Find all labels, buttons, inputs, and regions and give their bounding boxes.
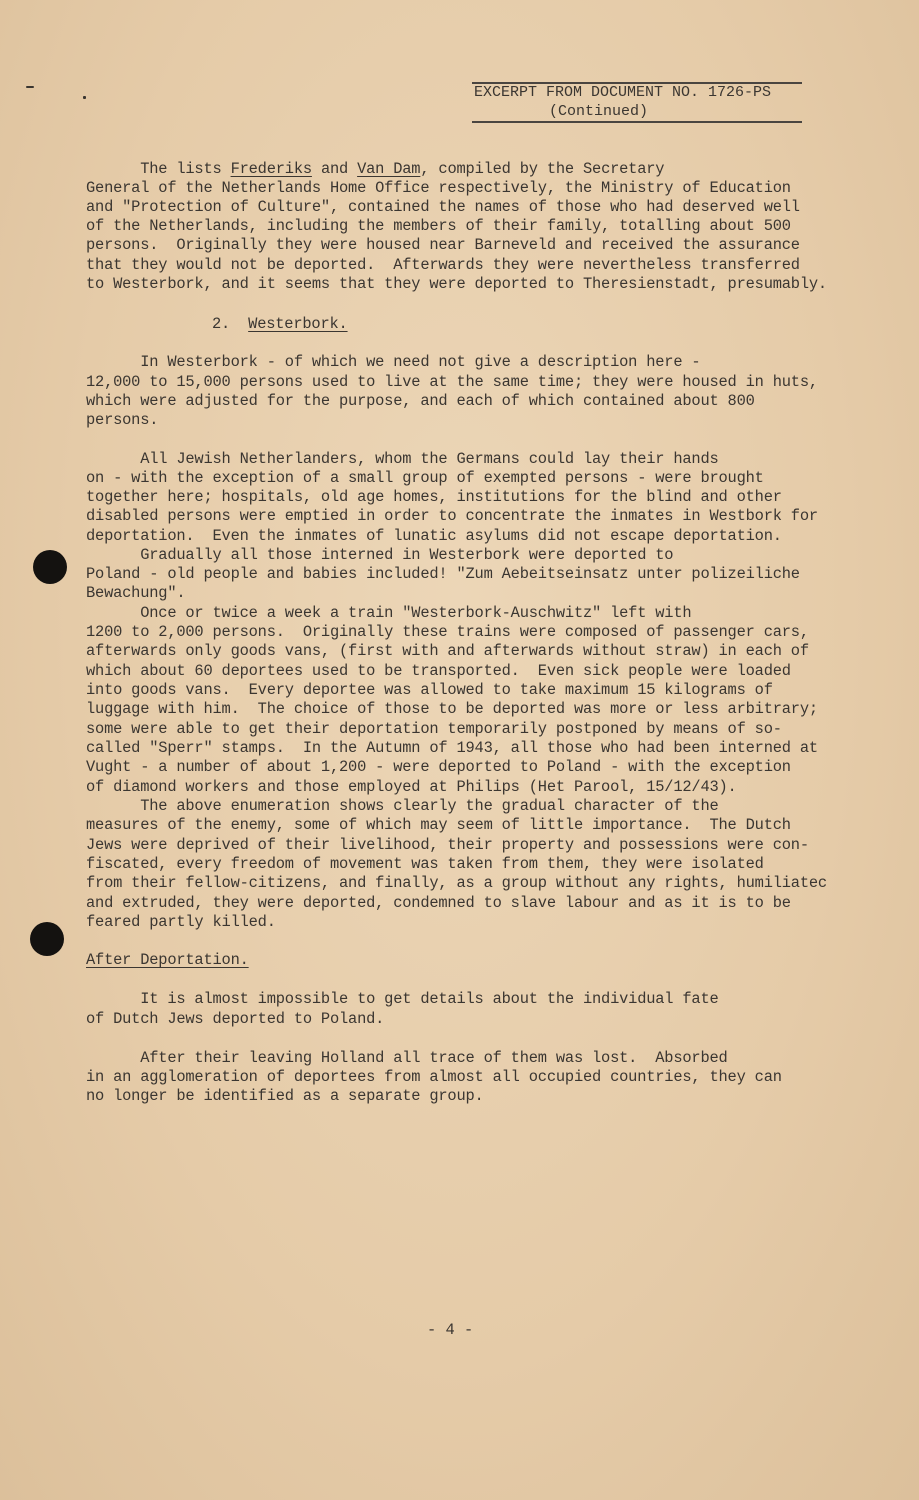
p3-line-15: some were able to get their deportation temporarily postponed by means of so- [86, 720, 782, 738]
p3-line-19: The above enumeration shows clearly the gradual character of the [86, 797, 719, 815]
p3-line-9: Once or twice a week a train "Westerbork-Auschwitz" left with [86, 604, 692, 622]
p5-line-3: no longer be identified as a separate group. [86, 1087, 484, 1105]
section-heading-westerbork: 2. Westerbork. [212, 315, 348, 333]
p3-line-8: Bewachung". [86, 584, 186, 602]
p5-line-1: After their leaving Holland all trace of them was lost. Absorbed [86, 1049, 728, 1067]
p3-line-24: and extruded, they were deported, condemned to slave labour and as it is to be [86, 894, 791, 912]
p3-line-11: afterwards only goods vans, (first with and afterwards without straw) in each of [86, 642, 809, 660]
document-title: EXCERPT FROM DOCUMENT NO. 1726-PS [474, 84, 772, 101]
p3-line-16: called "Sperr" stamps. In the Autumn of 1943, all those who had been interned at [86, 739, 818, 757]
stray-mark [26, 86, 34, 88]
p1-line-2: General of the Netherlands Home Office respectively, the Ministry of Education [86, 179, 791, 197]
document-subtitle: (Continued) [549, 103, 649, 120]
punch-hole-upper [33, 550, 67, 584]
p3-line-6: Gradually all those interned in Westerbork were deported to [86, 546, 674, 564]
p3-line-13: into goods vans. Every deportee was allowed to take maximum 15 kilograms of [86, 681, 773, 699]
p3-line-10: 1200 to 2,000 persons. Originally these trains were composed of passenger cars, [86, 623, 809, 641]
name-frederiks: Frederiks [230, 160, 312, 178]
p4-line-2: of Dutch Jews deported to Poland. [86, 1010, 385, 1028]
punch-hole-lower [30, 922, 64, 956]
p3-line-4: disabled persons were emptied in order to concentrate the inmates in Westbork for [86, 507, 818, 525]
p3-line-22: fiscated, every freedom of movement was taken from them, they were isolated [86, 855, 764, 873]
p3-line-23: from their fellow-citizens, and finally, as a group without any rights, humiliatec [86, 874, 827, 892]
p2-line-4: persons. [86, 411, 159, 429]
page-number: - 4 - [427, 1321, 474, 1339]
p3-line-5: deportation. Even the inmates of lunatic asylums did not escape deportation. [86, 527, 782, 545]
p3-line-17: Vught - a number of about 1,200 - were deported to Poland - with the exception [86, 758, 791, 776]
p5-line-2: in an agglomeration of deportees from almost all occupied countries, they can [86, 1068, 782, 1086]
p1-line-4: of the Netherlands, including the members of their family, totalling about 500 [86, 217, 791, 235]
p2-line-3: which were adjusted for the purpose, and each of which contained about 800 [86, 392, 755, 410]
p1-line-1: The lists Frederiks and Van Dam, compiled by the Secretary [86, 160, 665, 178]
p3-line-20: measures of the enemy, some of which may seem of little importance. The Dutch [86, 816, 791, 834]
header-bottom-rule [472, 121, 802, 123]
p1-line-6: that they would not be deported. Afterwards they were nevertheless transferred [86, 256, 800, 274]
section-heading-after-deportation: After Deportation. [86, 951, 249, 969]
p4-line-1: It is almost impossible to get details about the individual fate [86, 990, 719, 1008]
p3-line-21: Jews were deprived of their livelihood, their property and possessions were con- [86, 836, 809, 854]
p3-line-2: on - with the exception of a small group of exempted persons - were brought [86, 469, 764, 487]
name-van-dam: Van Dam [357, 160, 421, 178]
p1-line-3: and "Protection of Culture", contained the names of those who had deserved well [86, 198, 800, 216]
p2-line-2: 12,000 to 15,000 persons used to live at the same time; they were housed in huts, [86, 373, 818, 391]
p3-line-1: All Jewish Netherlanders, whom the Germans could lay their hands [86, 450, 719, 468]
p1-line-5: persons. Originally they were housed near Barneveld and received the assurance [86, 236, 800, 254]
p1-line-7: to Westerbork, and it seems that they were deported to Theresienstadt, presumably. [86, 275, 827, 293]
stray-mark [83, 96, 86, 99]
p3-line-25: feared partly killed. [86, 913, 276, 931]
p3-line-7: Poland - old people and babies included! "Zum Aebeitseinsatz unter polizeiliche [86, 565, 800, 583]
p2-line-1: In Westerbork - of which we need not give a description here - [86, 353, 701, 371]
p3-line-12: which about 60 deportees used to be transported. Even sick people were loaded [86, 662, 791, 680]
p3-line-18: of diamond workers and those employed at Philips (Het Parool, 15/12/43). [86, 778, 737, 796]
p3-line-3: together here; hospitals, old age homes, institutions for the blind and other [86, 488, 782, 506]
p3-line-14: luggage with him. The choice of those to be deported was more or less arbitrary; [86, 700, 818, 718]
